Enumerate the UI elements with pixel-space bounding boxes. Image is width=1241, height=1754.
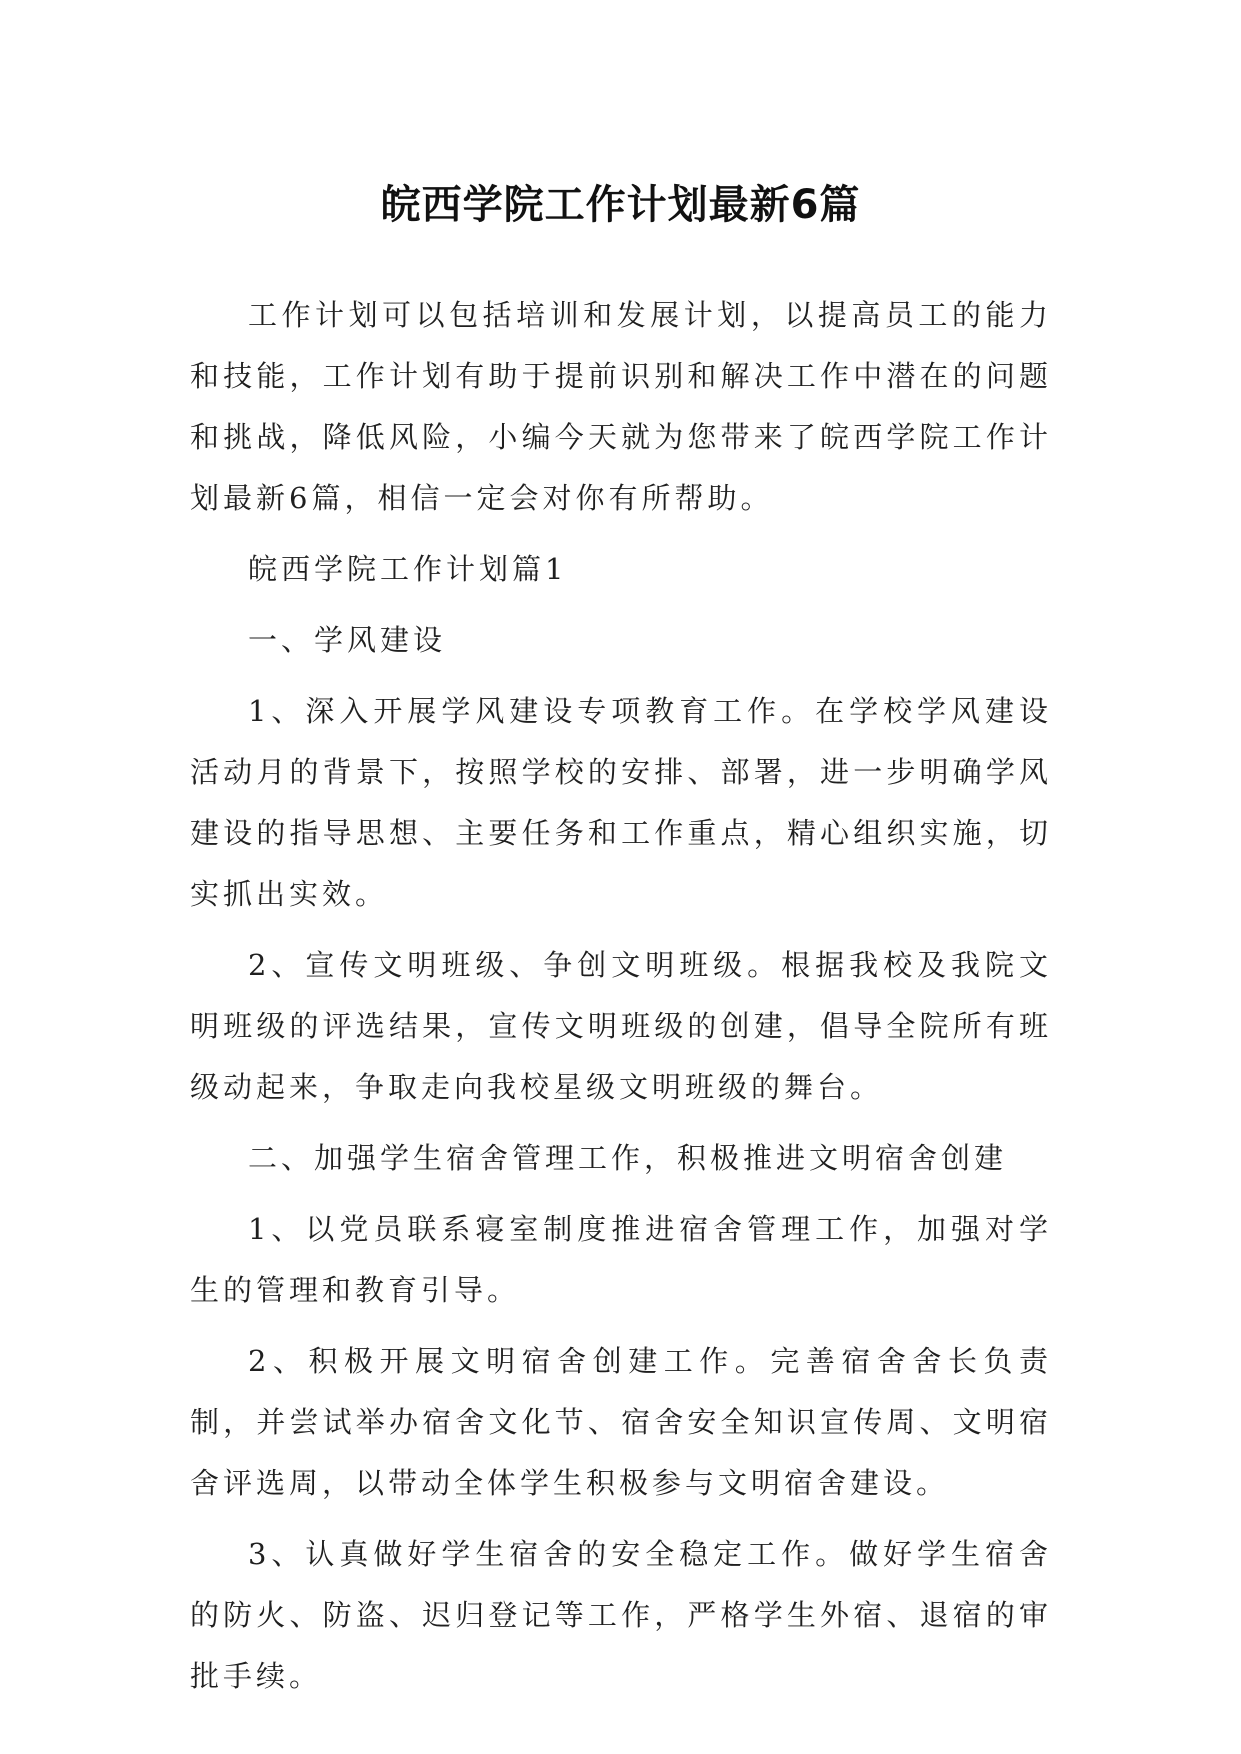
intro-paragraph: 工作计划可以包括培训和发展计划，以提高员工的能力和技能，工作计划有助于提前识别和解决工作中潜在的问题和挑战，降低风险，小编今天就为您带来了皖西学院工作计划最新6篇，相信一定会对你有所帮助。 [190,298,1052,515]
section-heading-dormitory: 二、加强学生宿舍管理工作，积极推进文明宿舍创建 [248,1141,1008,1175]
paragraph-dormitory-item-1: 1、以党员联系寝室制度推进宿舍管理工作，加强对学生的管理和教育引导。 [190,1212,1052,1307]
paragraph-dormitory-item-2: 2、积极开展文明宿舍创建工作。完善宿舍舍长负责制，并尝试举办宿舍文化节、宿舍安全知识宣传周、文明宿舍评选周，以带动全体学生积极参与文明宿舍建设。 [190,1344,1052,1500]
paragraph-study-style-item-1: 1、深入开展学风建设专项教育工作。在学校学风建设活动月的背景下，按照学校的安排、部署，进一步明确学风建设的指导思想、主要任务和工作重点，精心组织实施，切实抓出实效。 [190,694,1052,911]
section-heading-part-1: 皖西学院工作计划篇1 [248,552,568,586]
document-title: 皖西学院工作计划最新6篇 [380,181,861,228]
document-body [190,285,1052,1717]
paragraph-study-style-item-2: 2、宣传文明班级、争创文明班级。根据我校及我院文明班级的评选结果，宣传文明班级的创建，倡导全院所有班级动起来，争取走向我校星级文明班级的舞台。 [190,948,1052,1104]
section-heading-study-style: 一、学风建设 [248,623,447,657]
paragraph-dormitory-item-3: 3、认真做好学生宿舍的安全稳定工作。做好学生宿舍的防火、防盗、迟归登记等工作，严格学生外宿、退宿的审批手续。 [190,1537,1052,1693]
